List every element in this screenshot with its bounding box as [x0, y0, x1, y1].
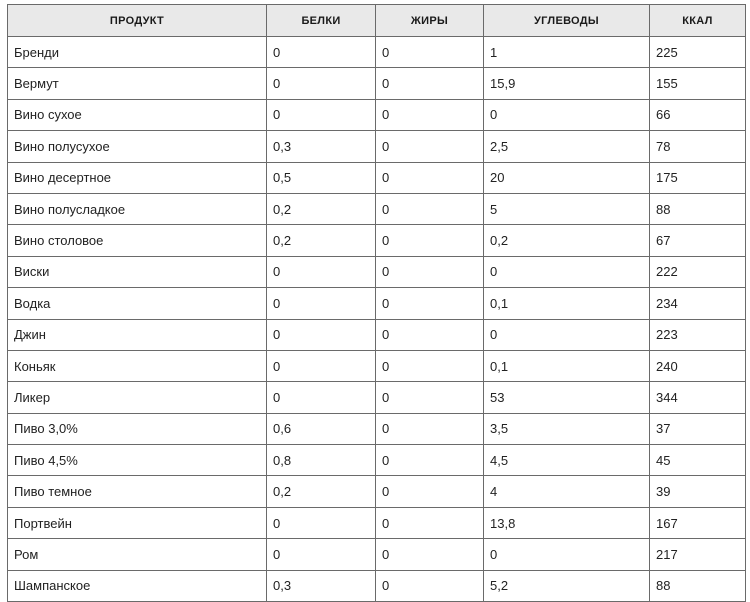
- cell-kcal: 167: [650, 507, 746, 538]
- cell-fat: 0: [376, 37, 484, 68]
- table-row: [8, 162, 746, 193]
- table-row: [8, 539, 746, 570]
- cell-kcal: 66: [650, 99, 746, 130]
- header-carbs: УГЛЕВОДЫ: [484, 5, 650, 37]
- cell-kcal: 39: [650, 476, 746, 507]
- cell-carbs: 0,1: [484, 288, 650, 319]
- cell-carbs: 3,5: [484, 413, 650, 444]
- cell-kcal: 37: [650, 413, 746, 444]
- table-row: [8, 319, 746, 350]
- table-row: [8, 445, 746, 476]
- cell-carbs: 20: [484, 162, 650, 193]
- cell-carbs: 0: [484, 539, 650, 570]
- cell-kcal: 67: [650, 225, 746, 256]
- table-body: [8, 37, 746, 602]
- cell-product: Вино десертное: [8, 162, 267, 193]
- table-row: [8, 256, 746, 287]
- cell-fat: 0: [376, 162, 484, 193]
- cell-protein: 0,2: [267, 225, 376, 256]
- header-fat: ЖИРЫ: [376, 5, 484, 37]
- cell-kcal: 175: [650, 162, 746, 193]
- cell-fat: 0: [376, 99, 484, 130]
- cell-carbs: 1: [484, 37, 650, 68]
- cell-fat: 0: [376, 476, 484, 507]
- cell-product: Портвейн: [8, 507, 267, 538]
- table-row: [8, 99, 746, 130]
- cell-protein: 0: [267, 68, 376, 99]
- cell-fat: 0: [376, 256, 484, 287]
- table-header: [8, 5, 746, 37]
- cell-kcal: 344: [650, 382, 746, 413]
- header-protein: БЕЛКИ: [267, 5, 376, 37]
- cell-fat: 0: [376, 413, 484, 444]
- cell-carbs: 2,5: [484, 131, 650, 162]
- cell-protein: 0: [267, 507, 376, 538]
- table-row: [8, 37, 746, 68]
- cell-carbs: 4: [484, 476, 650, 507]
- cell-kcal: 225: [650, 37, 746, 68]
- cell-carbs: 0: [484, 99, 650, 130]
- header-kcal: ККАЛ: [650, 5, 746, 37]
- cell-fat: 0: [376, 225, 484, 256]
- cell-protein: 0: [267, 256, 376, 287]
- cell-product: Вино сухое: [8, 99, 267, 130]
- cell-product: Виски: [8, 256, 267, 287]
- header-row: [8, 5, 746, 37]
- table-row: [8, 131, 746, 162]
- cell-product: Пиво 3,0%: [8, 413, 267, 444]
- table-row: [8, 476, 746, 507]
- table-row: [8, 507, 746, 538]
- cell-product: Коньяк: [8, 350, 267, 381]
- cell-kcal: 240: [650, 350, 746, 381]
- cell-protein: 0,3: [267, 131, 376, 162]
- cell-product: Вермут: [8, 68, 267, 99]
- cell-carbs: 0: [484, 319, 650, 350]
- cell-product: Бренди: [8, 37, 267, 68]
- cell-protein: 0: [267, 288, 376, 319]
- cell-fat: 0: [376, 445, 484, 476]
- cell-protein: 0,2: [267, 476, 376, 507]
- cell-carbs: 5,2: [484, 570, 650, 601]
- cell-kcal: 78: [650, 131, 746, 162]
- cell-protein: 0: [267, 539, 376, 570]
- cell-kcal: 234: [650, 288, 746, 319]
- cell-fat: 0: [376, 131, 484, 162]
- table-row: [8, 288, 746, 319]
- cell-product: Пиво темное: [8, 476, 267, 507]
- cell-carbs: 15,9: [484, 68, 650, 99]
- nutrition-table: [7, 4, 746, 602]
- cell-protein: 0,8: [267, 445, 376, 476]
- cell-protein: 0: [267, 382, 376, 413]
- cell-kcal: 217: [650, 539, 746, 570]
- cell-carbs: 0: [484, 256, 650, 287]
- cell-product: Пиво 4,5%: [8, 445, 267, 476]
- cell-carbs: 53: [484, 382, 650, 413]
- table-row: [8, 225, 746, 256]
- cell-carbs: 13,8: [484, 507, 650, 538]
- cell-carbs: 0,2: [484, 225, 650, 256]
- cell-protein: 0,6: [267, 413, 376, 444]
- cell-product: Джин: [8, 319, 267, 350]
- cell-protein: 0,5: [267, 162, 376, 193]
- cell-fat: 0: [376, 193, 484, 224]
- table-row: [8, 193, 746, 224]
- cell-product: Шампанское: [8, 570, 267, 601]
- cell-protein: 0: [267, 37, 376, 68]
- cell-protein: 0,2: [267, 193, 376, 224]
- cell-carbs: 0,1: [484, 350, 650, 381]
- cell-product: Ром: [8, 539, 267, 570]
- cell-carbs: 5: [484, 193, 650, 224]
- cell-protein: 0: [267, 99, 376, 130]
- table-row: [8, 413, 746, 444]
- cell-fat: 0: [376, 382, 484, 413]
- cell-product: Вино полусухое: [8, 131, 267, 162]
- header-product: ПРОДУКТ: [8, 5, 267, 37]
- cell-fat: 0: [376, 68, 484, 99]
- cell-protein: 0: [267, 319, 376, 350]
- cell-kcal: 222: [650, 256, 746, 287]
- cell-fat: 0: [376, 288, 484, 319]
- cell-kcal: 155: [650, 68, 746, 99]
- cell-fat: 0: [376, 350, 484, 381]
- cell-carbs: 4,5: [484, 445, 650, 476]
- cell-product: Ликер: [8, 382, 267, 413]
- table-row: [8, 570, 746, 601]
- cell-kcal: 88: [650, 193, 746, 224]
- cell-protein: 0,3: [267, 570, 376, 601]
- cell-fat: 0: [376, 319, 484, 350]
- cell-fat: 0: [376, 539, 484, 570]
- cell-kcal: 45: [650, 445, 746, 476]
- cell-product: Вино полусладкое: [8, 193, 267, 224]
- table-row: [8, 68, 746, 99]
- cell-kcal: 223: [650, 319, 746, 350]
- cell-protein: 0: [267, 350, 376, 381]
- cell-kcal: 88: [650, 570, 746, 601]
- table-row: [8, 382, 746, 413]
- cell-fat: 0: [376, 507, 484, 538]
- cell-product: Вино столовое: [8, 225, 267, 256]
- cell-product: Водка: [8, 288, 267, 319]
- nutrition-table-container: [7, 4, 745, 602]
- table-row: [8, 350, 746, 381]
- cell-fat: 0: [376, 570, 484, 601]
